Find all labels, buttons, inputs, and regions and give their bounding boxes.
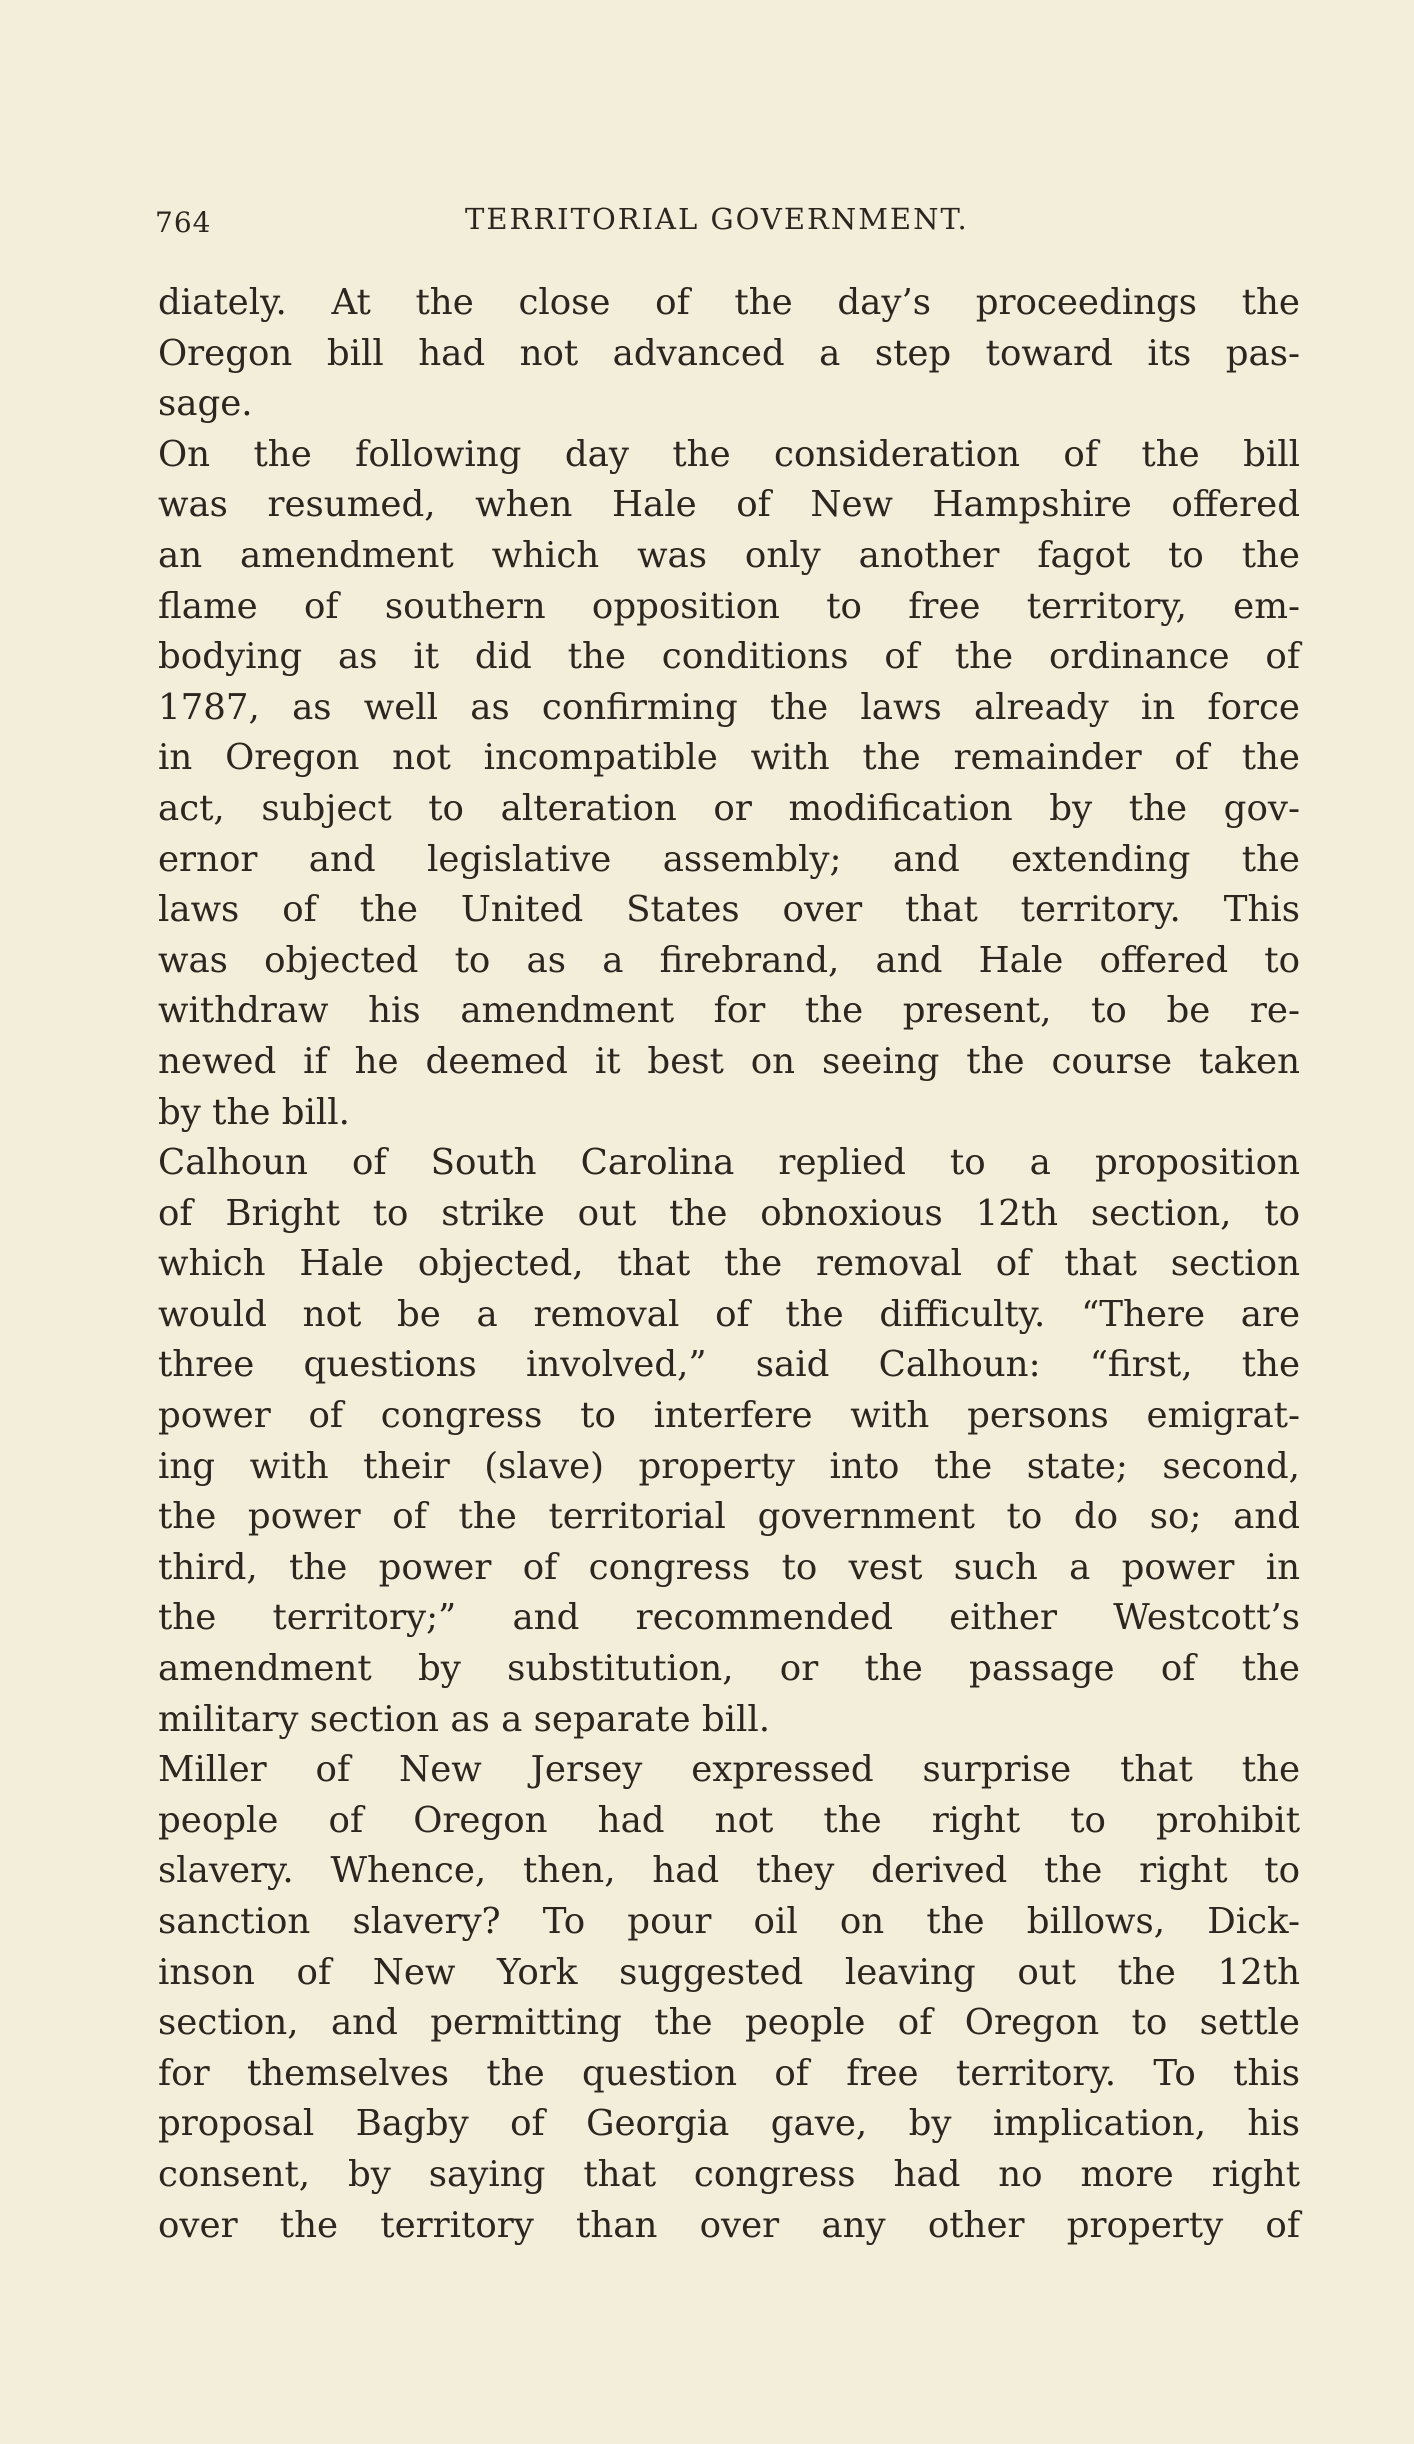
text-line: people of Oregon had not the right to prohibit bbox=[158, 1799, 1300, 1841]
text-line: ernor and legislative assembly; and extending the bbox=[158, 838, 1300, 880]
text-line: proposal Bagby of Georgia gave, by implication, his bbox=[158, 2103, 1300, 2145]
text-line: three questions involved,” said Calhoun: “first, the bbox=[158, 1344, 1300, 1386]
text-line: was objected to as a firebrand, and Hale offered to bbox=[158, 939, 1300, 981]
text-line: slavery. Whence, then, had they derived the right to bbox=[158, 1850, 1300, 1892]
text-line: withdraw his amendment for the present, to be re- bbox=[158, 990, 1300, 1032]
text-line: Miller of New Jersey expressed surprise that the bbox=[158, 1749, 1300, 1791]
text-line: of Bright to strike out the obnoxious 12th section, to bbox=[158, 1192, 1300, 1234]
text-line: third, the power of congress to vest such a power in bbox=[158, 1546, 1300, 1588]
text-line: power of congress to interfere with persons emigrat- bbox=[158, 1395, 1300, 1437]
text-line: over the territory than over any other property of bbox=[158, 2204, 1300, 2246]
text-line: flame of southern opposition to free territory, em- bbox=[158, 585, 1300, 627]
page-number: 764 bbox=[155, 206, 212, 239]
text-line: amendment by substitution, or the passage of the bbox=[158, 1648, 1300, 1690]
text-line: On the following day the consideration of the bill bbox=[158, 433, 1300, 475]
text-line: 1787, as well as confirming the laws already in force bbox=[158, 686, 1300, 728]
body-text bbox=[158, 278, 1300, 2251]
text-line: in Oregon not incompatible with the remainder of the bbox=[158, 737, 1300, 779]
text-line: newed if he deemed it best on seeing the course taken bbox=[158, 1040, 1300, 1082]
text-line: which Hale objected, that the removal of that section bbox=[158, 1243, 1300, 1285]
text-line: sanction slavery? To pour oil on the billows, Dick- bbox=[158, 1901, 1300, 1942]
text-line: section, and permitting the people of Oregon to settle bbox=[158, 2002, 1300, 2044]
text-line: laws of the United States over that territory. This bbox=[158, 889, 1300, 931]
text-line: military section as a separate bill. bbox=[158, 1698, 771, 1740]
text-line: for themselves the question of free territory. To this bbox=[158, 2052, 1300, 2094]
text-line: Calhoun of South Carolina replied to a proposition bbox=[158, 1142, 1300, 1184]
text-line: diately. At the close of the day’s proceedings the bbox=[158, 282, 1300, 323]
text-line: by the bill. bbox=[158, 1091, 350, 1133]
page-header bbox=[155, 198, 1300, 248]
text-line: would not be a removal of the difficulty. “There are bbox=[158, 1293, 1300, 1335]
text-line: sage. bbox=[158, 383, 253, 425]
text-line: bodying as it did the conditions of the ordinance of bbox=[158, 636, 1300, 678]
text-line: inson of New York suggested leaving out the 12th bbox=[158, 1951, 1300, 1993]
text-line: act, subject to alteration or modification by the gov- bbox=[158, 787, 1300, 829]
running-head: TERRITORIAL GOVERNMENT. bbox=[465, 202, 969, 236]
text-line: the power of the territorial government to do so; and bbox=[158, 1496, 1300, 1538]
text-line: an amendment which was only another fagot to the bbox=[158, 534, 1300, 576]
text-line: ing with their (slave) property into the state; second, bbox=[158, 1445, 1300, 1487]
text-line: consent, by saying that congress had no more right bbox=[158, 2153, 1300, 2195]
text-line: Oregon bill had not advanced a step toward its pas- bbox=[158, 332, 1300, 374]
text-line: was resumed, when Hale of New Hampshire offered bbox=[158, 484, 1300, 526]
text-line: the territory;” and recommended either Westcott’s bbox=[158, 1597, 1300, 1639]
